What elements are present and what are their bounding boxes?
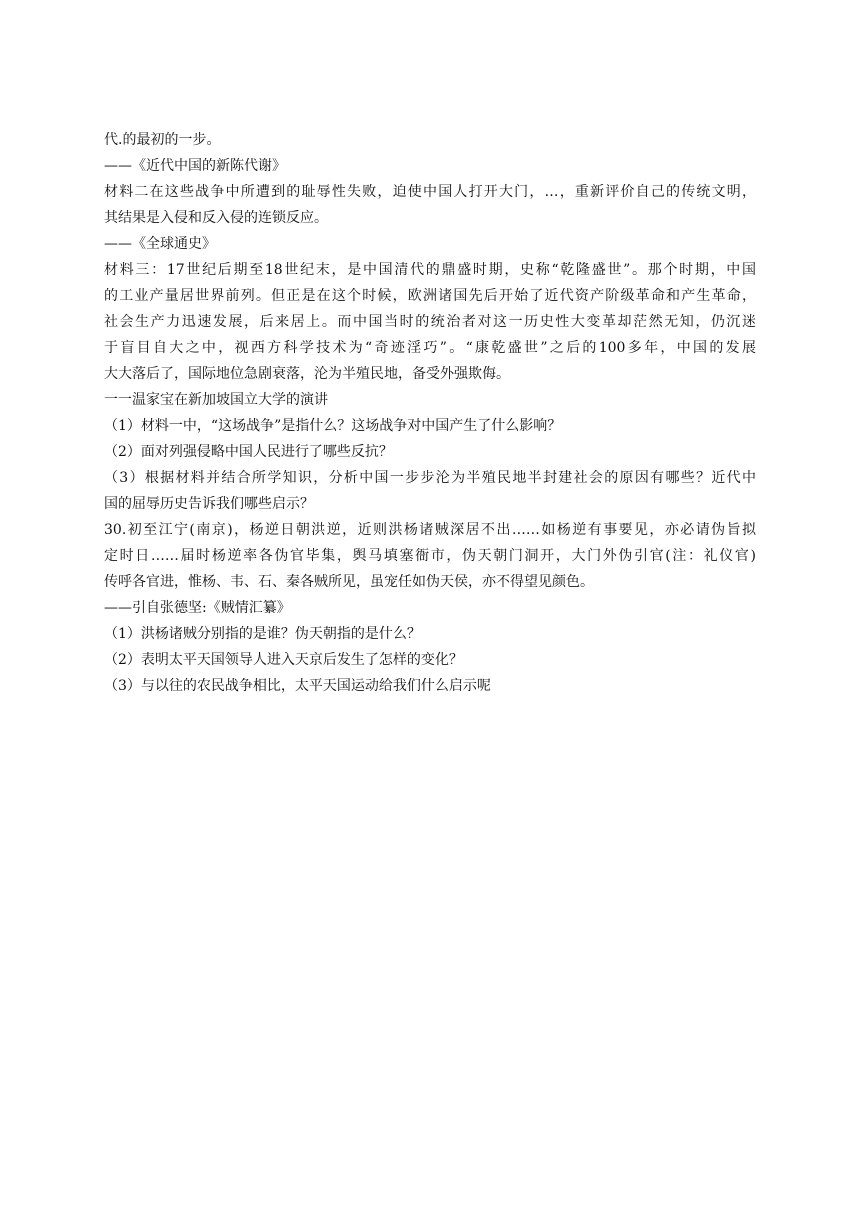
text-line: 材料二在这些战争中所遭到的耻辱性失败，迫使中国人打开大门，…，重新评价自己的传统文明，	[104, 184, 756, 200]
text-line: 的工业产量居世界前列。但正是在这个时候，欧洲诸国先后开始了近代资产阶级革命和产生革命，	[104, 288, 756, 304]
source-citation: 一一温家宝在新加坡国立大学的演讲	[104, 392, 328, 408]
text-line: 其结果是入侵和反入侵的连锁反应。	[104, 210, 328, 226]
question-30-text: 30.初至江宁(南京)，杨逆日朝洪逆，近则洪杨诸贼深居不出……如杨逆有事要见，亦必请伪旨拟	[104, 522, 756, 538]
source-citation: ——《近代中国的新陈代谢》	[104, 158, 286, 174]
text-line: 定时日……届时杨逆率各伪官毕集，舆马填塞衙市，伪天朝门洞开，大门外伪引官(注：礼仪官)	[104, 548, 756, 564]
question-item: （2）表明太平天国领导人进入天京后发生了怎样的变化？	[104, 652, 463, 668]
source-citation: ——引自张德坚:《贼情汇纂》	[104, 600, 291, 616]
question-item: （2）面对列强侵略中国人民进行了哪些反抗？	[104, 444, 393, 460]
text-line: 社会生产力迅速发展，后来居上。而中国当时的统治者对这一历史性大变革却茫然无知，仍沉迷	[104, 314, 756, 330]
question-item: （1）材料一中，“这场战争”是指什么？这场战争对中国产生了什么影响？	[104, 418, 562, 434]
text-line: 材料三：17世纪后期至18世纪末，是中国清代的鼎盛时期，史称“乾隆盛世”。那个时期，中国	[104, 262, 756, 278]
text-line: 代.的最初的一步。	[104, 132, 221, 148]
question-item: （3）根据材料并结合所学知识，分析中国一步步沦为半殖民地半封建社会的原因有哪些？近代中	[104, 470, 756, 486]
question-item: （1）洪杨诸贼分别指的是谁？伪天朝指的是什么？	[104, 626, 421, 642]
source-citation: ——《全球通史》	[104, 236, 216, 252]
text-line: 于盲目自大之中，视西方科学技术为“奇迹淫巧”。“康乾盛世”之后的100多年，中国的发展	[104, 340, 756, 356]
text-line: 国的屈辱历史告诉我们哪些启示？	[104, 496, 314, 512]
document-body	[104, 127, 756, 699]
text-line: 大大落后了，国际地位急剧衰落，沦为半殖民地，备受外强欺侮。	[104, 366, 510, 382]
question-item: （3）与以往的农民战争相比，太平天国运动给我们什么启示呢	[104, 678, 491, 694]
text-line: 传呼各官进，惟杨、韦、石、秦各贼所见，虽宠任如伪天侯，亦不得望见颜色。	[104, 574, 594, 590]
